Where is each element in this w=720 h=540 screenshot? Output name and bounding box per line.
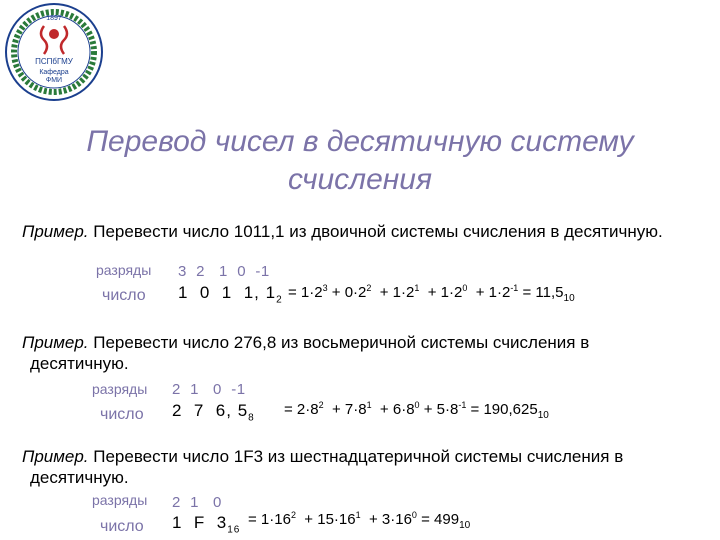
example2-statement-line2: десятичную. [30, 354, 129, 373]
label-chislo: число [100, 406, 144, 423]
example2-statement: Пример. Перевести число 276,8 из восьмеричной системы счисления в [22, 333, 590, 352]
slide-title-line1: Перевод чисел в десятичную систему [86, 125, 634, 158]
logo-dept-1: Кафедра [39, 69, 69, 76]
example1-digit-positions: 3 2 1 0 -1 [178, 263, 270, 280]
example1-text: Перевести число 1011,1 из двоичной системы счисления в десятичную. [88, 222, 663, 241]
example3-statement-line2: десятичную. [30, 468, 129, 487]
label-razryady: разряды [96, 262, 152, 278]
logo-abbr: ПСПбГМУ [35, 57, 73, 66]
example-label: Пример. [22, 222, 89, 241]
example3-statement: Пример. Перевести число 1F3 из шестнадцатеричной системы счисления в [22, 447, 624, 466]
example2-digit-positions: 2 1 0 -1 [172, 381, 246, 398]
slide-title-line2: счисления [287, 163, 433, 196]
example1-number: 1 0 1 1, $1_2$ [178, 283, 283, 306]
logo-dept-2: ФМИ [45, 77, 63, 84]
example3-formula: = $1\cdot 16^2 + 15\cdot 16^1 + 3\cdot 16^0 = 499_{10}$ [248, 510, 471, 531]
label-razryady: разряды [92, 381, 148, 397]
university-seal-logo [4, 2, 104, 102]
example1-formula: = $1\cdot 2^3 + 0\cdot 2^2 + 1\cdot 2^1 + 1\cdot 2^0 + 1\cdot 2^{-1} = 11,5_{10}$ [288, 283, 575, 304]
example3-number: 1 F $3_{16}$ [172, 513, 241, 536]
example2-formula: = $2\cdot 8^2 + 7\cdot 8^1 + 6\cdot 8^0 + 5\cdot 8^{-1} = 190,625_{10}$ [284, 400, 549, 421]
example2-number: 2 7 6, $5_8$ [172, 401, 255, 424]
example1-statement [22, 222, 663, 242]
label-razryady: разряды [92, 492, 148, 508]
label-chislo: число [100, 518, 144, 535]
example3-digit-positions: 2 1 0 [172, 494, 222, 511]
logo-year: 1897 [46, 15, 62, 22]
label-chislo: число [102, 287, 146, 304]
